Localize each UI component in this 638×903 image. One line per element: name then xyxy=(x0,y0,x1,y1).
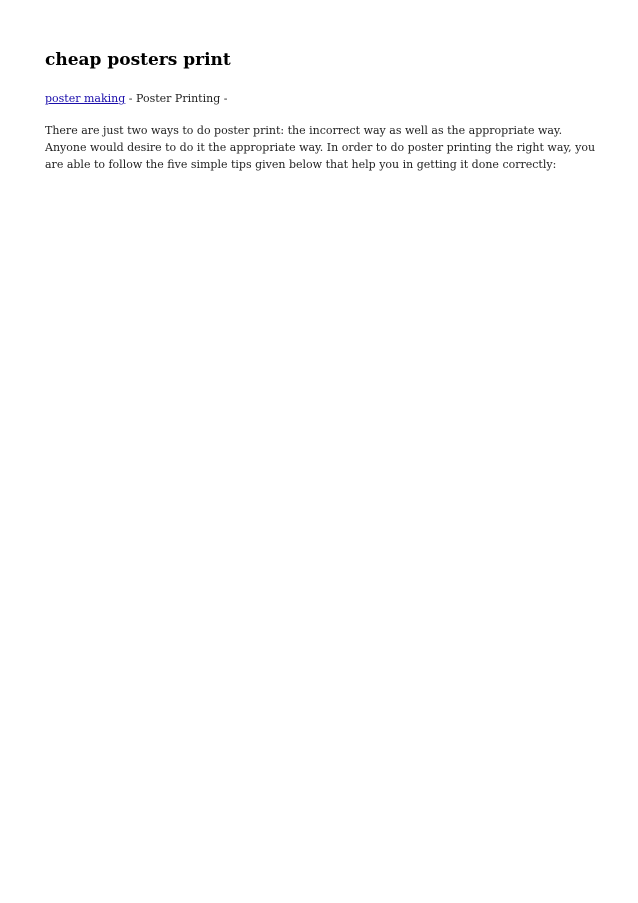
poster-making-link[interactable]: poster making xyxy=(45,92,126,105)
byline-suffix: - Poster Printing - xyxy=(125,92,228,105)
body-paragraph: There are just two ways to do poster print: the incorrect way as well as the appropriate way. Anyone would desire to do it the appropriate way. In order to do poster printing the right way, you are able to follow the five simple tips given below that help you in getting it done correctly: xyxy=(45,124,596,171)
document-title: cheap posters print xyxy=(45,50,231,70)
byline xyxy=(45,91,605,107)
document-page xyxy=(45,48,605,173)
